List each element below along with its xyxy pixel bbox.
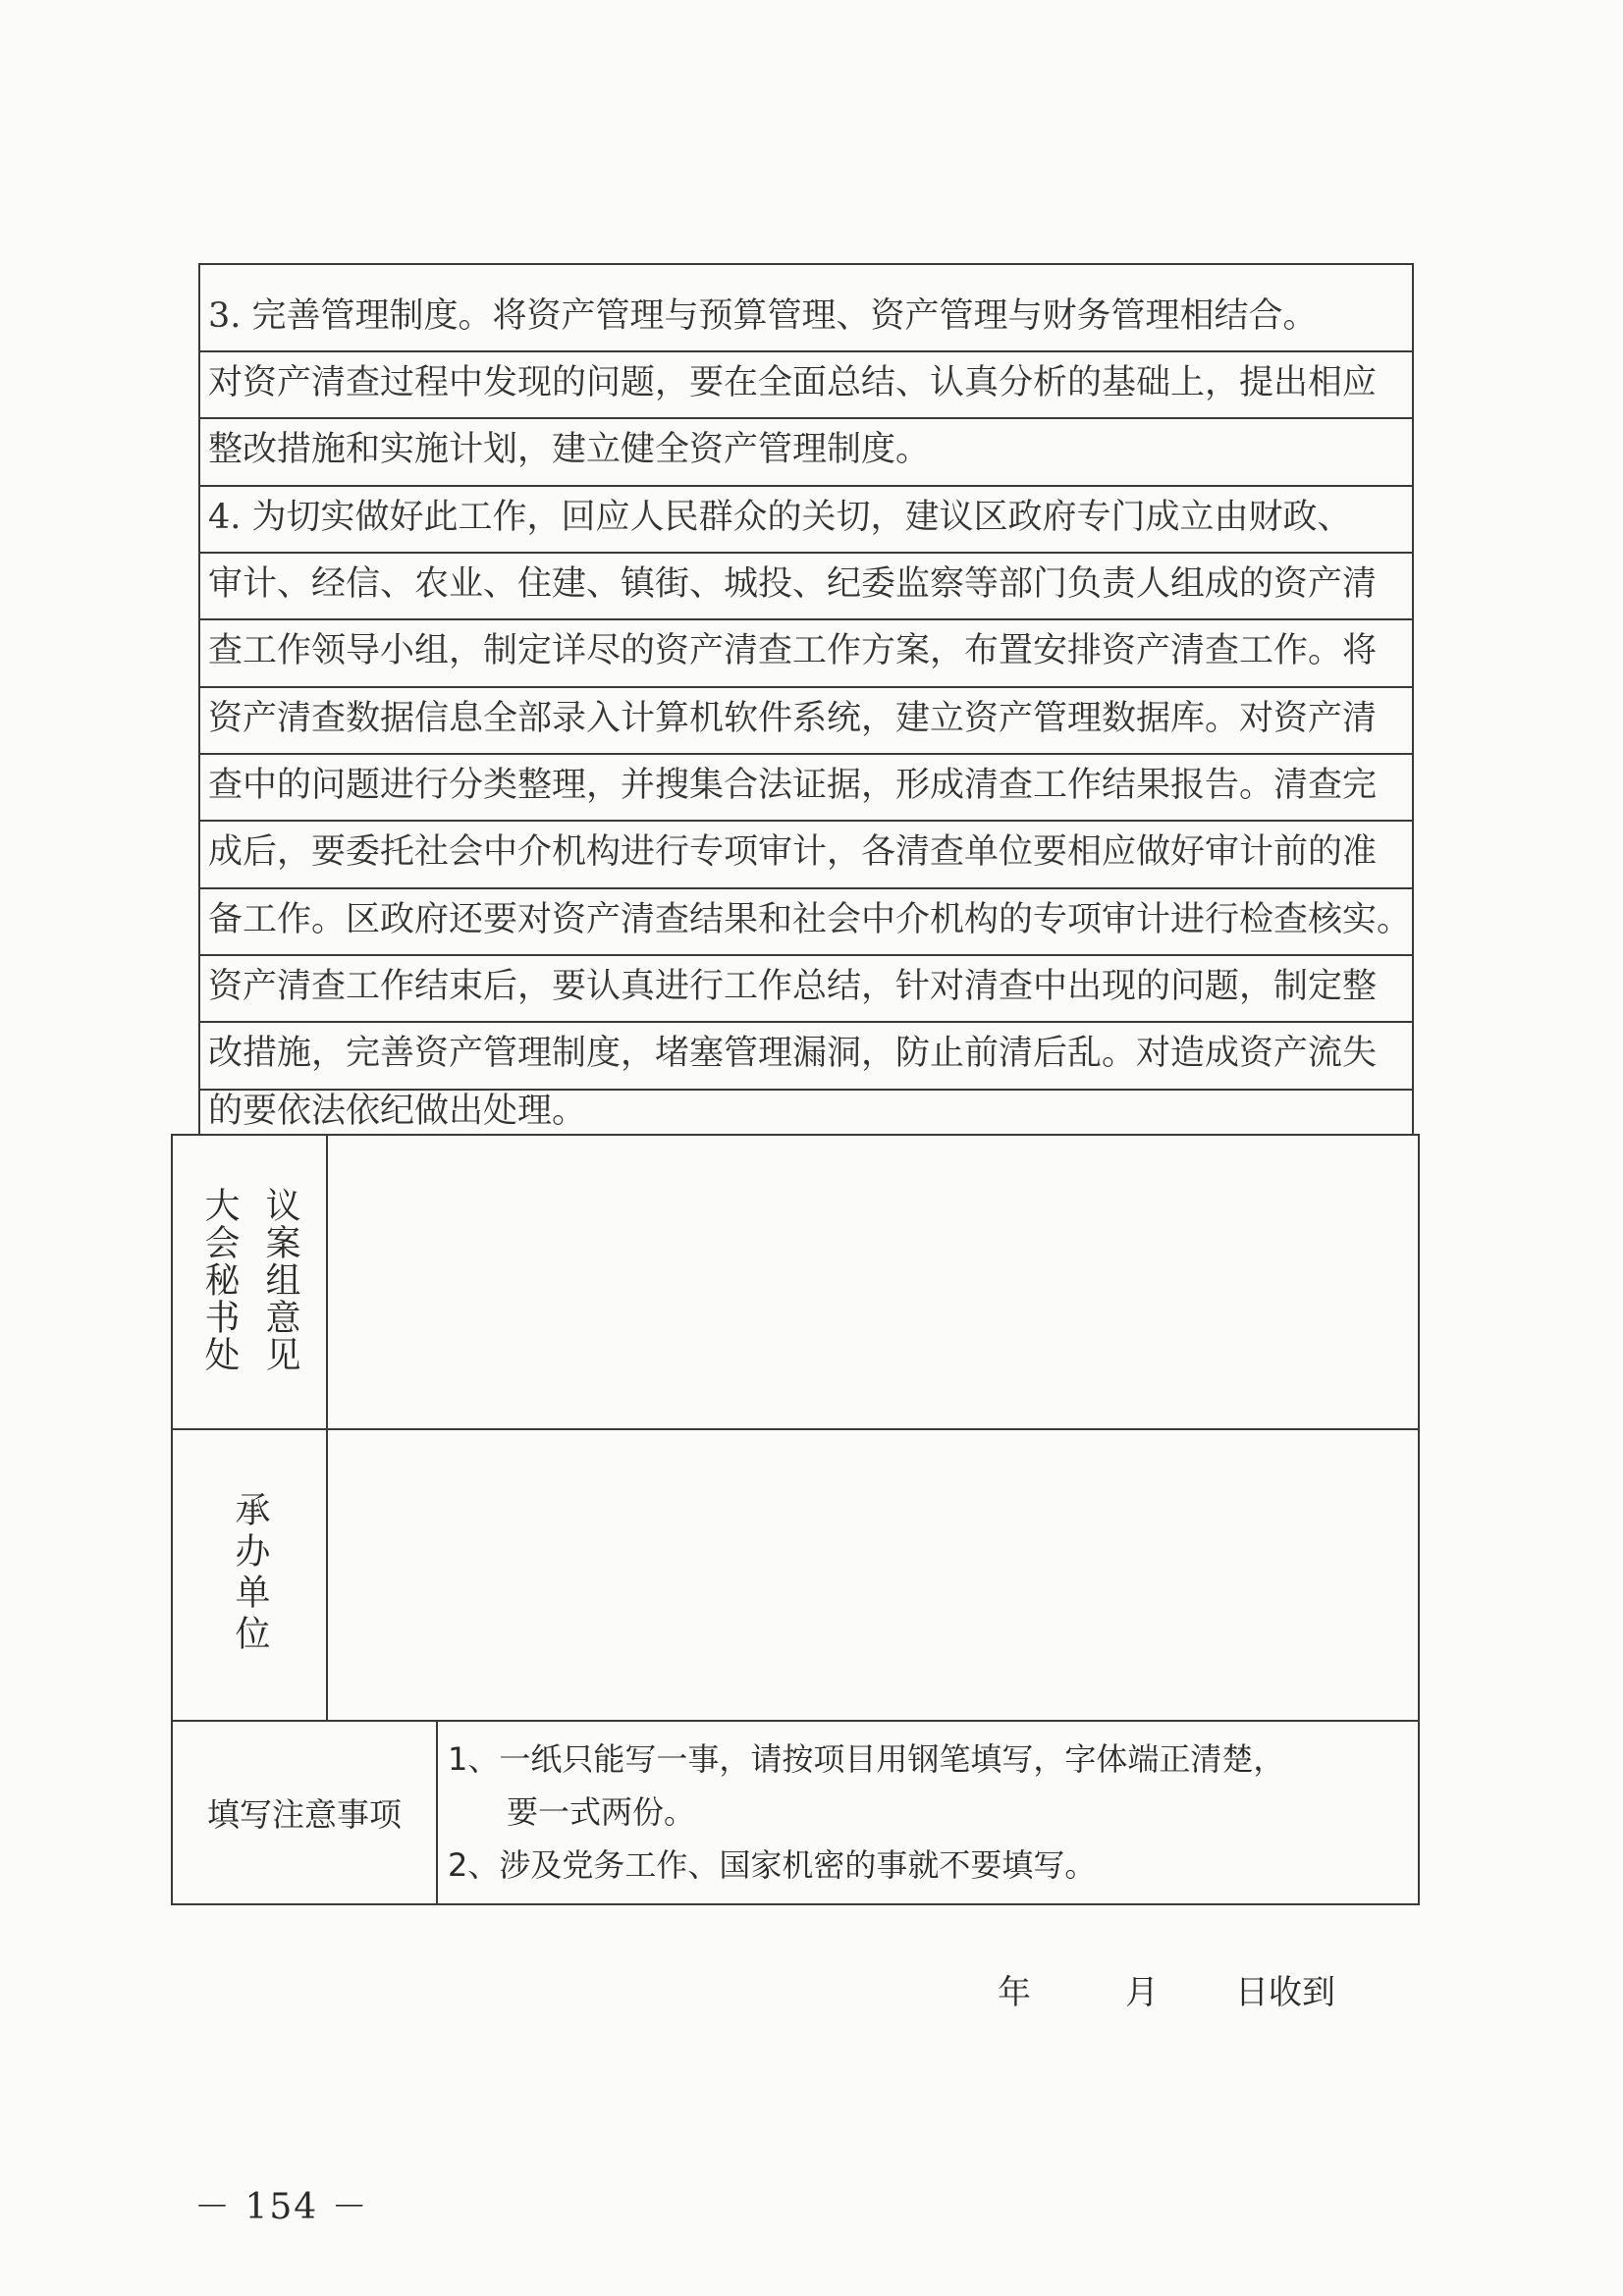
handling-unit-field[interactable] bbox=[327, 1429, 1419, 1721]
ruled-line bbox=[198, 618, 1414, 620]
proposal-text-line: 成后，要委托社会中介机构进行专项审计，各清查单位要相应做好审计前的准 bbox=[208, 832, 1378, 872]
ruled-line bbox=[198, 350, 1414, 352]
secretariat-label: 大会秘书处 bbox=[199, 1187, 240, 1373]
note-item-2: 2、涉及党务工作、国家机密的事就不要填写。 bbox=[448, 1845, 1097, 1884]
proposal-text-line: 查中的问题进行分类整理，并搜集合法证据，形成清查工作结果报告。清查完 bbox=[208, 766, 1378, 805]
proposal-text-line: 资产清查数据信息全部录入计算机软件系统，建立资产管理数据库。对资产清 bbox=[208, 699, 1378, 738]
received-year: 年 bbox=[998, 1973, 1031, 2012]
proposal-text-line: 查工作领导小组，制定详尽的资产清查工作方案，布置安排资产清查工作。将 bbox=[208, 631, 1378, 670]
proposal-text-line: 4. 为切实做好此工作，回应人民群众的关切，建议区政府专门成立由财政、 bbox=[208, 498, 1352, 537]
proposal-text-line: 整改措施和实施计划，建立健全资产管理制度。 bbox=[208, 430, 931, 469]
ruled-line bbox=[198, 954, 1414, 956]
proposal-text-line: 3. 完善管理制度。将资产管理与预算管理、资产管理与财务管理相结合。 bbox=[208, 296, 1318, 336]
notes-cell bbox=[437, 1721, 1419, 1904]
ruled-line bbox=[198, 887, 1414, 889]
proposal-text-line: 的要依法依纪做出处理。 bbox=[208, 1092, 587, 1131]
proposal-text-line: 改措施，完善资产管理制度，堵塞管理漏洞，防止前清后乱。对造成资产流失 bbox=[208, 1034, 1378, 1073]
ruled-line bbox=[198, 753, 1414, 755]
ruled-line bbox=[198, 1089, 1414, 1091]
ruled-line bbox=[198, 417, 1414, 419]
ruled-line bbox=[198, 552, 1414, 554]
proposal-group-opinion-label: 议案组意见 bbox=[260, 1187, 300, 1373]
received-month: 月 bbox=[1125, 1973, 1159, 2012]
secretariat-label-cell bbox=[172, 1135, 327, 1429]
proposal-text-line: 资产清查工作结束后，要认真进行工作总结，针对清查中出现的问题，制定整 bbox=[208, 967, 1378, 1006]
ruled-line bbox=[198, 686, 1414, 688]
ruled-line bbox=[198, 485, 1414, 487]
notes-label: 填写注意事项 bbox=[172, 1721, 437, 1904]
received-day: 日收到 bbox=[1235, 1973, 1335, 2012]
ruled-line bbox=[198, 820, 1414, 822]
secretariat-opinion-field[interactable] bbox=[327, 1135, 1419, 1429]
handling-unit-label: 承办单位 bbox=[230, 1490, 270, 1656]
proposal-text-line: 对资产清查过程中发现的问题，要在全面总结、认真分析的基础上，提出相应 bbox=[208, 363, 1378, 402]
note-item-1-line-1: 1、一纸只能写一事，请按项目用钢笔填写，字体端正清楚， bbox=[448, 1739, 1285, 1778]
ruled-line bbox=[198, 1021, 1414, 1023]
review-form-table bbox=[171, 1134, 1420, 1905]
note-item-1-line-2: 要一式两份。 bbox=[507, 1792, 696, 1831]
proposal-text-line: 审计、经信、农业、住建、镇街、城投、纪委监察等部门负责人组成的资产清 bbox=[208, 564, 1378, 604]
proposal-text-line: 备工作。区政府还要对资产清查结果和社会中介机构的专项审计进行检查核实。 bbox=[208, 900, 1412, 939]
handling-unit-label-cell bbox=[172, 1429, 327, 1721]
page-number: － 154 － bbox=[194, 2187, 369, 2227]
